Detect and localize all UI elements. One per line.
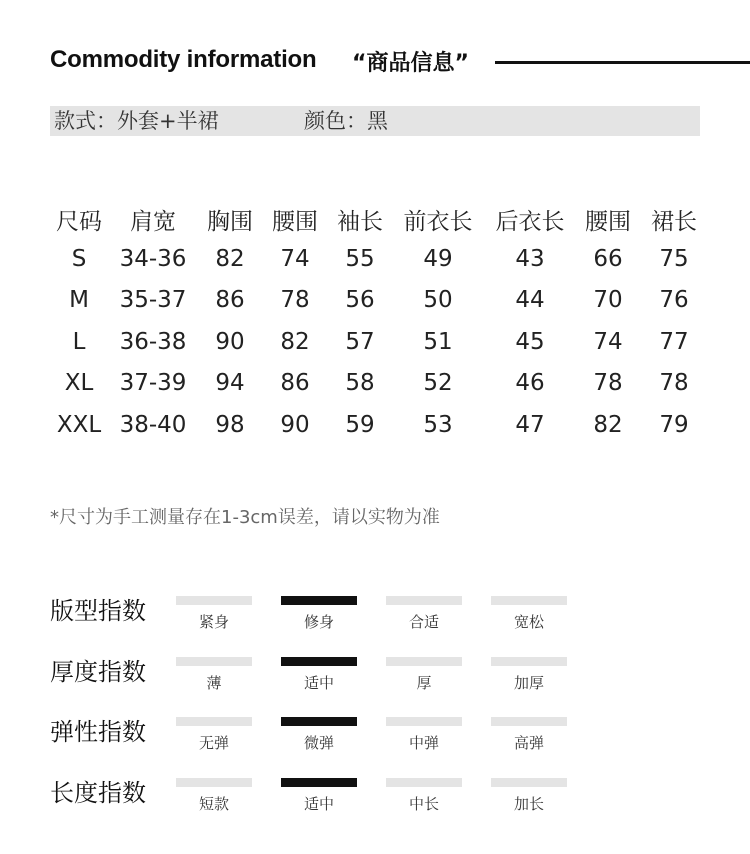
size-table-cell: 43 xyxy=(515,246,545,272)
size-table-cell: 35-37 xyxy=(119,287,187,313)
index-bar xyxy=(491,778,567,787)
size-table-cell: 78 xyxy=(280,287,310,313)
size-table-header: 胸围 xyxy=(207,209,253,235)
size-table-cell: 94 xyxy=(215,370,245,396)
size-table-header: 后衣长 xyxy=(495,209,565,235)
style-info: 款式：外套+半裙 xyxy=(54,109,219,133)
index-bar-selected xyxy=(281,778,357,787)
index-bar xyxy=(386,657,462,666)
index-row xyxy=(50,712,650,756)
size-table-cell: 49 xyxy=(423,246,453,272)
header-title-en: Commodity information xyxy=(50,46,317,73)
size-table-cell: 50 xyxy=(423,287,453,313)
size-table-header: 腰围 xyxy=(272,209,318,235)
index-option-label: 紧身 xyxy=(198,613,229,631)
index-option-label: 薄 xyxy=(206,674,222,692)
size-table-cell: 82 xyxy=(215,246,245,272)
index-option xyxy=(386,712,462,756)
index-option xyxy=(386,652,462,696)
index-label: 版型指数 xyxy=(50,597,146,625)
index-option-label: 无弹 xyxy=(198,734,229,752)
index-option-label: 中长 xyxy=(408,795,439,813)
size-table-cell: 36-38 xyxy=(119,329,187,355)
size-table-header: 肩宽 xyxy=(130,209,176,235)
size-table-cell: 86 xyxy=(215,287,245,313)
size-table-header: 袖长 xyxy=(337,209,383,235)
index-bar xyxy=(491,657,567,666)
size-table-cell: 75 xyxy=(659,246,689,272)
size-table-header: 裙长 xyxy=(651,209,697,235)
size-table-header: 前衣长 xyxy=(403,209,473,235)
color-info: 颜色：黑 xyxy=(304,109,388,133)
index-bar xyxy=(176,596,252,605)
size-table-cell: 53 xyxy=(423,412,453,438)
measurement-note: *尺寸为手工测量存在1-3cm误差，请以实物为准 xyxy=(50,507,440,528)
size-table-cell: L xyxy=(72,329,86,355)
index-bar-selected xyxy=(281,657,357,666)
size-table-cell: 78 xyxy=(659,370,689,396)
index-bar xyxy=(491,717,567,726)
size-table-cell: 55 xyxy=(345,246,375,272)
size-table-cell: 44 xyxy=(515,287,545,313)
index-bar-selected xyxy=(281,717,357,726)
index-option-label: 中弹 xyxy=(408,734,439,752)
size-table-cell: 46 xyxy=(515,370,545,396)
index-option-label: 适中 xyxy=(303,674,334,692)
index-bar xyxy=(176,657,252,666)
index-row xyxy=(50,591,650,635)
size-table-cell: 47 xyxy=(515,412,545,438)
size-table-cell: 38-40 xyxy=(119,412,187,438)
index-option xyxy=(281,591,357,635)
size-table-cell: 58 xyxy=(345,370,375,396)
index-option-label: 加长 xyxy=(513,795,544,813)
index-option xyxy=(491,591,567,635)
index-option-label: 微弹 xyxy=(303,734,334,752)
index-option xyxy=(386,591,462,635)
size-table-cell: XXL xyxy=(56,412,102,438)
index-option xyxy=(176,591,252,635)
index-bar xyxy=(386,596,462,605)
size-table-cell: 37-39 xyxy=(119,370,187,396)
size-table-cell: 45 xyxy=(515,329,545,355)
index-row xyxy=(50,652,650,696)
index-option xyxy=(281,712,357,756)
size-table-header: 尺码 xyxy=(56,209,102,235)
size-table-cell: 90 xyxy=(280,412,310,438)
size-table-cell: 59 xyxy=(345,412,375,438)
index-option-label: 适中 xyxy=(303,795,334,813)
size-table-cell: 74 xyxy=(280,246,310,272)
index-option-label: 短款 xyxy=(198,795,229,813)
index-bar-selected xyxy=(281,596,357,605)
index-option-label: 合适 xyxy=(408,613,439,631)
index-bar xyxy=(491,596,567,605)
index-option-label: 加厚 xyxy=(513,674,544,692)
index-option xyxy=(176,773,252,817)
size-table-header: 腰围 xyxy=(585,209,631,235)
size-table-cell: 79 xyxy=(659,412,689,438)
index-option xyxy=(386,773,462,817)
index-bar xyxy=(176,717,252,726)
index-option xyxy=(176,712,252,756)
index-label: 厚度指数 xyxy=(50,658,146,686)
size-table-cell: S xyxy=(71,246,87,272)
size-table-cell: 52 xyxy=(423,370,453,396)
size-table-cell: 34-36 xyxy=(119,246,187,272)
size-table-cell: 66 xyxy=(593,246,623,272)
size-table-cell: 86 xyxy=(280,370,310,396)
size-table-cell: M xyxy=(69,287,89,313)
size-table-cell: 57 xyxy=(345,329,375,355)
size-table-cell: 51 xyxy=(423,329,453,355)
size-table-cell: 82 xyxy=(593,412,623,438)
index-bar xyxy=(386,717,462,726)
size-table-cell: 56 xyxy=(345,287,375,313)
size-table-cell: 76 xyxy=(659,287,689,313)
index-option-label: 高弹 xyxy=(513,734,544,752)
index-row xyxy=(50,773,650,817)
size-table-cell: 90 xyxy=(215,329,245,355)
index-bar xyxy=(176,778,252,787)
index-option-label: 修身 xyxy=(303,613,334,631)
header-title-cn: “商品信息” xyxy=(352,51,469,76)
size-table-cell: XL xyxy=(64,370,94,396)
index-bar xyxy=(386,778,462,787)
index-option-label: 宽松 xyxy=(513,613,544,631)
size-table-cell: 74 xyxy=(593,329,623,355)
index-option xyxy=(491,773,567,817)
index-option xyxy=(281,773,357,817)
index-option xyxy=(176,652,252,696)
index-option-label: 厚 xyxy=(416,674,432,692)
index-option xyxy=(281,652,357,696)
size-table-cell: 98 xyxy=(215,412,245,438)
index-label: 弹性指数 xyxy=(50,718,146,746)
index-option xyxy=(491,652,567,696)
index-label: 长度指数 xyxy=(50,779,146,807)
size-table-cell: 70 xyxy=(593,287,623,313)
size-table-cell: 78 xyxy=(593,370,623,396)
size-table-cell: 82 xyxy=(280,329,310,355)
size-table-cell: 77 xyxy=(659,329,689,355)
index-option xyxy=(491,712,567,756)
